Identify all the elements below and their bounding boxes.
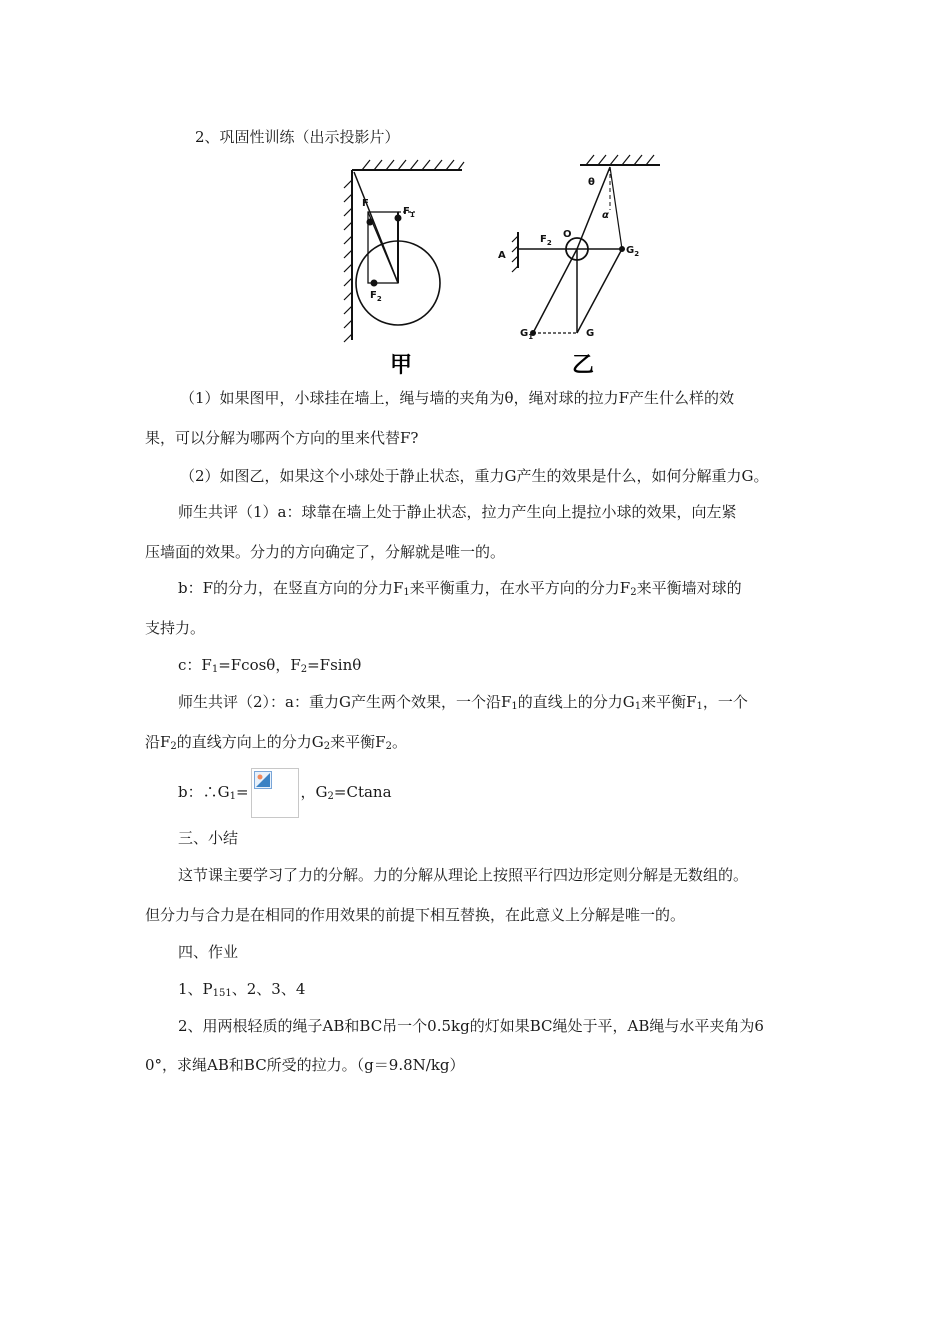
broken-image-placeholder xyxy=(251,768,299,818)
label-f: F xyxy=(362,198,369,209)
b2-formula: b：$\therefore G_1=$ ，$G_2=Ctana$ xyxy=(178,768,392,818)
broken-image-icon xyxy=(254,771,272,789)
review-2-line-1: 师生共评（2）：a：重力G产生两个效果，一个沿$F_1$的直线上的分力$G_1$来平衡$F_1$，一个 xyxy=(178,693,748,712)
training-heading: 2、巩固性训练（出示投影片） xyxy=(195,128,400,146)
homework-item-2-line-2: 0°，求绳AB和BC所受的拉力。（g＝9.8N/kg） xyxy=(145,1056,465,1074)
label-f2: $F_2$ xyxy=(370,290,382,303)
label-alpha: α xyxy=(602,210,609,221)
label-g2: $G_2$ xyxy=(626,245,640,258)
figure-label-left: 甲 xyxy=(390,353,413,378)
summary-line-1: 这节课主要学习了力的分解。力的分解从理论上按照平行四边形定则分解是无数组的。 xyxy=(178,866,749,884)
review-1-line-2: 压墙面的效果。分力的方向确定了，分解就是唯一的。 xyxy=(145,543,506,561)
label-f1: $F_1$ xyxy=(403,206,415,219)
ceiling-hatching-left xyxy=(362,160,464,170)
label-g1: $G_1$ xyxy=(520,328,534,341)
homework-item-2-line-1: 2、用两根轻质的绳子AB和BC吊一个0.5kg的灯如果BC绳处于平，AB绳与水平夹角为6 xyxy=(178,1017,764,1035)
c1-formula: c：$F_1=Fcos\theta$，$F_2=Fsin\theta$ xyxy=(178,656,362,675)
figure-label-right: 乙 xyxy=(572,353,595,378)
homework-item-1: 1、$P_{151}$、2、3、4 xyxy=(178,980,306,999)
b1-line-2: 支持力。 xyxy=(145,619,206,637)
label-g: G xyxy=(586,328,595,339)
label-a: A xyxy=(498,250,506,261)
force-diagram xyxy=(340,150,680,380)
label-fz: $F_2$ xyxy=(540,234,552,247)
summary-line-2: 但分力与合力是在相同的作用效果的前提下相互替换，在此意义上分解是唯一的。 xyxy=(145,906,686,924)
question-1-line-2: 果，可以分解为哪两个方向的里来代替F? xyxy=(145,429,419,447)
label-theta: θ xyxy=(588,177,595,188)
force-diagram-figure xyxy=(340,150,680,380)
question-2: （2）如图乙，如果这个小球处于静止状态，重力G产生的效果是什么，如何分解重力G。 xyxy=(180,467,769,485)
summary-heading: 三、小结 xyxy=(178,829,239,847)
wall-hatching-left xyxy=(344,180,352,342)
question-1-line-1: （1）如果图甲，小球挂在墙上，绳与墙的夹角为θ，绳对球的拉力F产生什么样的效 xyxy=(180,389,734,407)
review-2-line-2: 沿$F_2$的直线方向上的分力$G_2$来平衡$F_2$。 xyxy=(145,733,407,752)
label-o: O xyxy=(563,229,572,240)
b1-line-1: b：F的分力，在竖直方向的分力$F_1$来平衡重力，在水平方向的分力$F_2$来平衡墙对球的 xyxy=(178,579,742,598)
ceiling-hatching-right xyxy=(586,155,654,165)
review-1-line-1: 师生共评（1）a：球靠在墙上处于静止状态，拉力产生向上提拉小球的效果，向左紧 xyxy=(178,503,737,521)
homework-heading: 四、作业 xyxy=(178,943,239,961)
